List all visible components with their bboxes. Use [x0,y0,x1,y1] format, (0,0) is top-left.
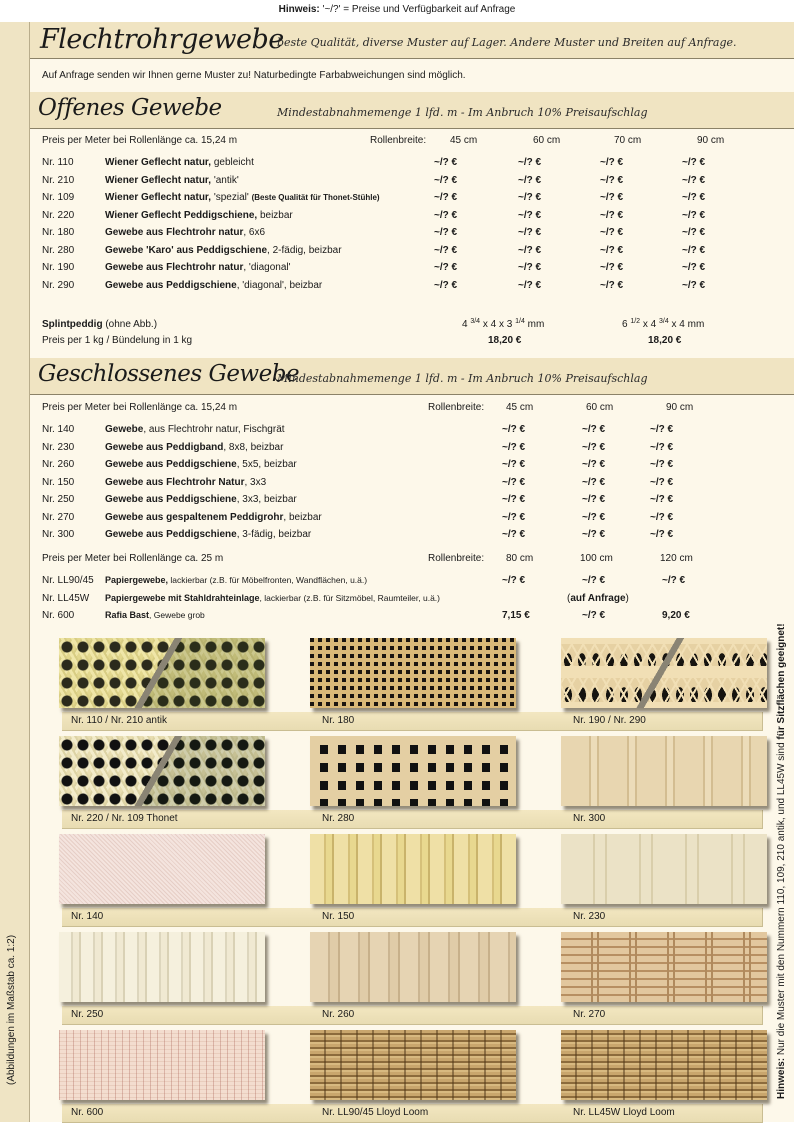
item-number: Nr. 210 [42,174,75,186]
swatch-caption: Nr. 600 [71,1107,104,1118]
caption-bar [62,1006,763,1025]
size-value: x 4 x 3 [480,319,513,330]
header-banner [30,22,794,59]
item-number: Nr. 230 [42,441,75,453]
item-name: Wiener Geflecht natur, [105,192,212,203]
table-row [30,593,770,609]
item-number: Nr. 290 [42,279,75,291]
item-detail: , beizbar [283,511,322,523]
splint-size-1 [462,318,544,330]
item-detail: , 2-fädig, beizbar [267,244,342,256]
item-detail: 'spezial' [211,192,252,203]
item-detail: , aus Flechtrohr natur, Fischgrät [143,424,285,435]
price-cell: ~/? € [682,174,706,186]
item-description [105,459,297,470]
size-fraction: 1/2 [630,318,641,325]
swatch-caption: Nr. 110 / Nr. 210 antik [71,715,167,726]
price-cell: ~/? € [582,610,606,621]
item-description [105,442,283,453]
price-cell: ~/? € [502,459,526,470]
swatch-image [310,1030,516,1100]
price-cell: ~/? € [434,157,458,168]
item-detail: , 'diagonal', beizbar [236,279,323,291]
price-cell: ~/? € [682,244,706,256]
open-weave-subtitle: Mindestabnahmemenge 1 lfd. m - Im Anbruch 10% Preisaufschlag [277,106,648,119]
availability-note [0,0,794,22]
table-row [30,280,770,296]
size-fraction: 3/4 [658,318,669,325]
closed-weave-title: Geschlossenes Gewebe [38,361,300,387]
item-description [105,575,367,585]
table-row [30,442,770,458]
swatch-image [59,1030,265,1100]
splint-price-2: 18,20 € [648,335,682,346]
price-cell: ~/? € [434,262,458,273]
swatch-caption: Nr. 260 [322,1009,355,1020]
table-row [30,477,770,493]
table-row [30,192,770,208]
item-detail: beizbar [257,209,293,221]
width-header: 90 cm [666,402,694,413]
item-detail: gebleicht [211,157,254,168]
price-cell: ~/? € [650,459,674,470]
price-cell: ~/? € [434,279,458,291]
item-description [105,610,205,620]
table-row [30,610,770,626]
width-header: 45 cm [450,135,478,146]
seat-note-label: Hinweis: [776,1057,787,1099]
item-number: Nr. 140 [42,424,75,435]
swatch-caption: Nr. 150 [322,911,355,922]
price-cell: ~/? € [600,192,624,203]
size-fraction: 1/4 [515,318,525,325]
item-detail: , Gewebe grob [149,610,205,620]
width-header: 70 cm [614,135,642,146]
price-cell: ~/? € [582,529,606,540]
price-cell: ~/? € [434,174,458,186]
closed-weave-price-label-2: Preis per Meter bei Rollenlänge ca. 25 m [42,553,224,564]
closed-weave-width-label-2: Rollenbreite: [428,553,485,564]
item-number: Nr. 220 [42,209,75,221]
caption-bar [62,908,763,927]
item-description [105,512,322,523]
width-header: 45 cm [506,402,534,413]
item-name: Wiener Geflecht Peddigschiene, [105,209,258,221]
item-number: Nr. 109 [42,192,75,203]
price-cell: ~/? € [518,244,542,256]
price-cell: ~/? € [518,262,542,273]
price-cell: ~/? € [600,244,624,256]
item-detail: , 6x6 [243,227,266,238]
price-cell: ~/? € [650,529,674,540]
availability-note-text: '~/?' = Preise und Verfügbarkeit auf Anfrage [319,4,516,15]
splint-price-label: Preis per 1 kg / Bündelung in 1 kg [42,335,193,346]
width-header: 120 cm [660,553,693,564]
item-number: Nr. 150 [42,476,75,488]
swatch-caption: Nr. 140 [71,911,104,922]
item-number: Nr. LL45W [42,592,90,604]
item-number: Nr. 250 [42,494,75,505]
splint-name: Splintpeddig [42,319,103,330]
closed-weave-width-label: Rollenbreite: [428,402,485,413]
swatch-image [310,736,516,806]
price-cell: ~/? € [662,575,686,586]
swatch-image [59,932,265,1002]
item-description [105,262,291,273]
swatch-caption: Nr. 300 [573,813,606,824]
width-header: 60 cm [586,402,614,413]
table-row [30,175,770,191]
price-cell: ~/? € [582,511,606,523]
seat-note-text: Nur die Muster mit den Nummern 110, 109, 210 antik, und LL45W sind [776,739,787,1058]
swatch-image [561,834,767,904]
price-cell: ~/? € [502,511,526,523]
price-cell: ~/? € [650,494,674,505]
item-description [105,477,266,488]
item-description [105,245,342,256]
width-header: 90 cm [697,135,725,146]
price-cell: ~/? € [582,424,606,435]
size-value: 6 [622,319,628,330]
item-number: Nr. 280 [42,244,75,256]
table-row [30,424,770,440]
item-number: Nr. 110 [42,157,74,168]
item-detail: 'antik' [211,174,239,186]
price-cell: ~/? € [650,441,674,453]
price-cell: ~/? € [682,262,706,273]
price-cell: ~/? € [600,227,624,238]
item-detail: , 3x3, beizbar [236,494,297,505]
closed-weave-price-label: Preis per Meter bei Rollenlänge ca. 15,24 m [42,402,238,413]
swatch-image [561,932,767,1002]
caption-bar [62,712,763,731]
antique-tint [59,638,265,708]
swatch-image [59,834,265,904]
item-description [105,157,254,168]
price-cell: ~/? € [502,441,526,453]
item-number: Nr. 270 [42,511,75,523]
swatch-image [310,638,516,708]
item-number: Nr. 600 [42,610,75,621]
on-request-label [567,593,629,604]
item-description [105,192,380,203]
item-name: Gewebe aus Peddigschiene [105,279,237,291]
item-name: Gewebe [105,424,144,435]
swatch-caption: Nr. 250 [71,1009,104,1020]
seat-suitability-note [776,623,787,1099]
price-cell: ~/? € [682,157,706,168]
item-name: Papiergewebe, [105,575,169,585]
table-row [30,210,770,226]
swatch-image [59,736,265,806]
availability-note-label: Hinweis: [278,4,320,15]
item-name: Wiener Geflecht natur, [105,157,212,168]
swatch-image [561,638,767,708]
price-cell: ~/? € [650,476,674,488]
item-description [105,280,322,291]
size-unit: mm [524,319,545,330]
item-description [105,529,311,540]
price-cell: 9,20 € [662,610,690,621]
open-weave-price-label: Preis per Meter bei Rollenlänge ca. 15,24 m [42,135,238,146]
paren: ) [625,592,629,604]
item-number: Nr. 300 [42,529,75,540]
price-cell: ~/? € [582,494,606,505]
item-name: Gewebe 'Karo' aus Peddigschiene [105,244,268,256]
open-weave-width-label: Rollenbreite: [370,135,427,146]
item-number: Nr. 260 [42,459,75,470]
price-cell: ~/? € [502,424,526,435]
item-name: Gewebe aus Peddigschiene [105,494,237,505]
item-detail: , 8x8, beizbar [223,441,284,453]
swatch-image [310,932,516,1002]
price-cell: ~/? € [582,459,606,470]
item-name: Gewebe aus Peddigband [105,441,224,453]
table-row [30,262,770,278]
item-name: Rafia Bast [105,610,150,620]
price-cell: ~/? € [518,157,542,168]
item-detail: , 3-fädig, beizbar [236,529,312,540]
item-description [105,175,239,186]
price-cell: ~/? € [434,209,458,221]
content-panel [29,22,794,1122]
width-header: 80 cm [506,553,534,564]
sample-note: Auf Anfrage senden wir Ihnen gerne Muster zu! Naturbedingte Farbabweichungen sind möglich. [42,70,466,81]
table-row [30,529,770,545]
width-header: 60 cm [533,135,561,146]
price-cell: ~/? € [582,441,606,453]
item-detail: , 5x5, beizbar [236,459,297,470]
scale-note: (Abbildungen im Maßstab ca. 1:2) [6,934,17,1085]
closed-weave-subtitle: Mindestabnahmemenge 1 lfd. m - Im Anbruch 10% Preisaufschlag [277,372,648,385]
swatch-image [310,834,516,904]
price-cell: ~/? € [582,476,606,488]
size-value: x 4 [640,319,657,330]
price-cell: ~/? € [600,174,624,186]
price-cell: ~/? € [502,575,526,586]
price-cell: ~/? € [682,192,706,203]
item-name: Gewebe aus Peddigschiene [105,459,237,470]
swatch-caption: Nr. 280 [322,813,355,824]
price-cell: ~/? € [518,174,542,186]
price-cell: ~/? € [434,227,458,238]
swatch-image [59,638,265,708]
table-row [30,157,770,173]
swatch-caption: Nr. LL45W Lloyd Loom [573,1107,675,1118]
splint-size-2 [622,318,704,330]
closed-weave-banner [30,358,794,395]
item-number: Nr. LL90/45 [42,575,94,586]
splint-row [42,319,157,330]
table-row [30,494,770,510]
header-subtitle: beste Qualität, diverse Muster auf Lager. Andere Muster und Breiten auf Anfrage. [277,36,737,49]
price-cell: ~/? € [502,494,526,505]
swatch-image [561,736,767,806]
swatch-caption: Nr. 220 / Nr. 109 Thonet [71,813,178,824]
antique-tint [59,736,265,806]
price-cell: ~/? € [600,262,624,273]
splint-desc: (ohne Abb.) [102,319,158,330]
seat-note-emphasis: für Sitzflächen geeignet! [776,623,787,740]
item-number: Nr. 180 [42,227,75,238]
swatch-caption: Nr. 270 [573,1009,606,1020]
item-name: Gewebe aus Flechtrohr natur [105,262,244,273]
size-fraction: 3/4 [470,318,481,325]
on-request-text: auf Anfrage [570,592,626,604]
price-cell: 7,15 € [502,610,530,621]
splint-price-1: 18,20 € [488,335,522,346]
price-cell: ~/? € [518,279,542,291]
item-number: Nr. 190 [42,262,75,273]
item-name: Gewebe aus gespaltenem Peddigrohr [105,511,284,523]
split-divider [561,638,767,708]
price-cell: ~/? € [434,244,458,256]
table-row [30,575,770,591]
item-detail: , lackierbar (z.B. für Sitzmöbel, Raumteiler, u.ä.) [259,592,440,603]
price-cell: ~/? € [600,279,624,291]
price-cell: ~/? € [518,209,542,221]
item-extra-note: (Beste Qualität für Thonet-Stühle) [251,193,380,202]
price-cell: ~/? € [682,209,706,221]
table-row [30,512,770,528]
item-description [105,227,265,238]
table-row [30,245,770,261]
price-cell: ~/? € [502,476,526,488]
item-name: Gewebe aus Flechtrohr Natur [105,476,245,488]
price-cell: ~/? € [600,209,624,221]
item-description [105,494,297,505]
price-cell: ~/? € [682,279,706,291]
page-title: Flechtrohrgewebe [40,24,284,55]
price-cell: ~/? € [600,157,624,168]
size-unit: x 4 mm [668,319,705,330]
item-name: Gewebe aus Flechtrohr natur [105,227,244,238]
price-cell: ~/? € [650,424,674,435]
swatch-caption: Nr. LL90/45 Lloyd Loom [322,1107,429,1118]
open-weave-banner [30,92,794,129]
price-cell: ~/? € [682,227,706,238]
item-detail: lackierbar (z.B. für Möbelfronten, Wandflächen, u.ä.) [168,575,368,585]
item-detail: , 3x3 [244,476,267,488]
price-cell: ~/? € [650,511,674,523]
item-description [105,210,293,221]
price-cell: ~/? € [518,227,542,238]
paren: ( [567,592,571,604]
price-cell: ~/? € [502,529,526,540]
item-name: Papiergewebe mit Stahldrahteinlage [105,592,260,603]
page-stage [0,22,794,1122]
item-description [105,593,440,603]
item-name: Gewebe aus Peddigschiene [105,529,237,540]
width-header: 100 cm [580,553,613,564]
swatch-caption: Nr. 190 / Nr. 290 [573,715,646,726]
swatch-caption: Nr. 230 [573,911,606,922]
item-description [105,424,285,435]
item-name: Wiener Geflecht natur, [105,174,212,186]
table-row [30,227,770,243]
table-row [30,459,770,475]
swatch-image [561,1030,767,1100]
item-detail: , 'diagonal' [243,262,291,273]
swatch-caption: Nr. 180 [322,715,355,726]
price-cell: ~/? € [434,192,458,203]
price-cell: ~/? € [582,575,606,586]
size-value: 4 [462,319,468,330]
price-cell: ~/? € [518,192,542,203]
open-weave-title: Offenes Gewebe [38,95,222,121]
